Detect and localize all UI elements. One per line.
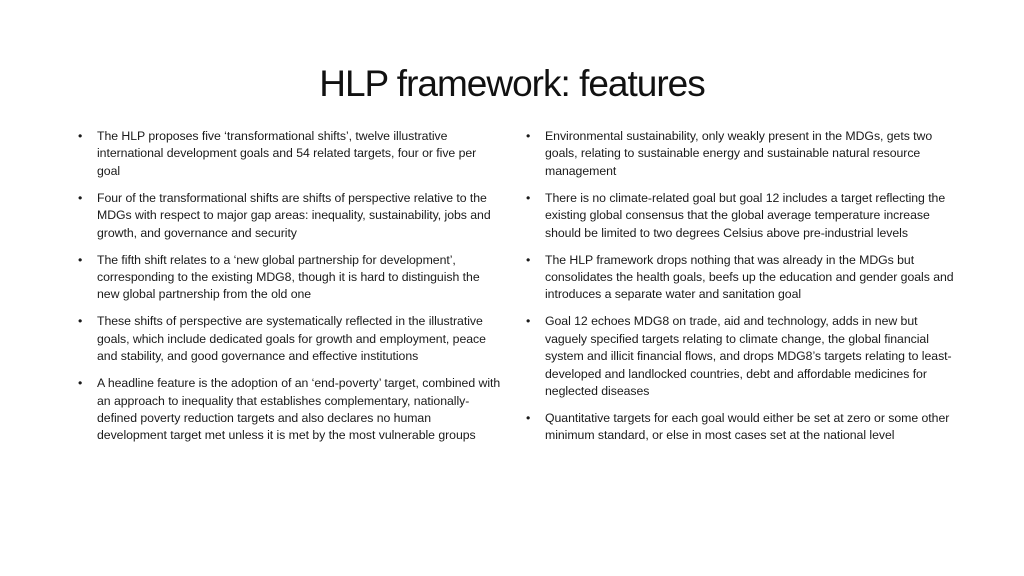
bullet-item	[526, 252, 954, 304]
bullet-icon: •	[78, 252, 83, 267]
bullet-text: The fifth shift relates to a ‘new global partnership for development’, corresponding to the existing MDG8, though it is hard to distinguish the new global partnership from the old one	[97, 252, 480, 302]
bullet-text: Four of the transformational shifts are shifts of perspective relative to the MDGs with respect to major gap areas: inequality, sustainability, jobs and growth, and governance and security	[97, 190, 491, 240]
bullet-item	[78, 128, 502, 180]
bullet-item	[78, 313, 502, 365]
bullet-icon: •	[78, 376, 83, 391]
bullet-text: Environmental sustainability, only weakly present in the MDGs, gets two goals, relating to sustainable energy and sustainable natural resource management	[545, 129, 933, 178]
right-bullet-list	[526, 128, 954, 454]
bullet-text: The HLP proposes five ‘transformational shifts’, twelve illustrative international development goals and 54 related targets, four or five per goal	[97, 129, 477, 178]
bullet-item	[78, 190, 502, 242]
bullet-text: Quantitative targets for each goal would either be set at zero or some other minimum standard, or else in most cases set at the national level	[545, 411, 950, 443]
bullet-icon: •	[526, 252, 531, 267]
bullet-icon: •	[78, 314, 83, 329]
bullet-text: There is no climate-related goal but goal 12 includes a target reflecting the existing global consensus that the global average temperature increase should be limited to two degrees Celsius above pre-industrial levels	[545, 190, 946, 240]
left-bullet-list	[78, 128, 502, 454]
bullet-text: A headline feature is the adoption of an ‘end-poverty’ target, combined with an approach to inequality that establishes complementary, nationally-defined poverty reduction targets and also declares no human development target met unless it is met by the most vulnerable groups	[97, 376, 501, 443]
bullet-text: These shifts of perspective are systematically reflected in the illustrative goals, which include dedicated goals for growth and employment, peace and stability, and good governance and effective institutions	[97, 314, 486, 364]
bullet-item	[526, 410, 954, 445]
bullet-icon: •	[526, 129, 531, 143]
bullet-icon: •	[526, 314, 531, 329]
bullet-icon: •	[526, 411, 531, 426]
bullet-icon: •	[526, 190, 531, 205]
bullet-text: The HLP framework drops nothing that was already in the MDGs but consolidates the health goals, beefs up the education and gender goals and introduces a separate water and sanitation goal	[545, 252, 954, 302]
bullet-icon: •	[78, 129, 83, 143]
bullet-item	[526, 313, 954, 400]
bullet-item	[526, 190, 954, 242]
bullet-item	[78, 252, 502, 304]
bullet-item	[78, 375, 502, 445]
bullet-item	[526, 128, 954, 180]
bullet-text: Goal 12 echoes MDG8 on trade, aid and technology, adds in new but vaguely specified targets relating to climate change, the global financial system and illicit financial flows, and drops MDG8’s targets relating to least-developed and landlocked countries, debt and affordable medicines for neglected diseases	[545, 314, 952, 399]
bullet-icon: •	[78, 190, 83, 205]
slide-title: HLP framework: features	[319, 63, 705, 104]
